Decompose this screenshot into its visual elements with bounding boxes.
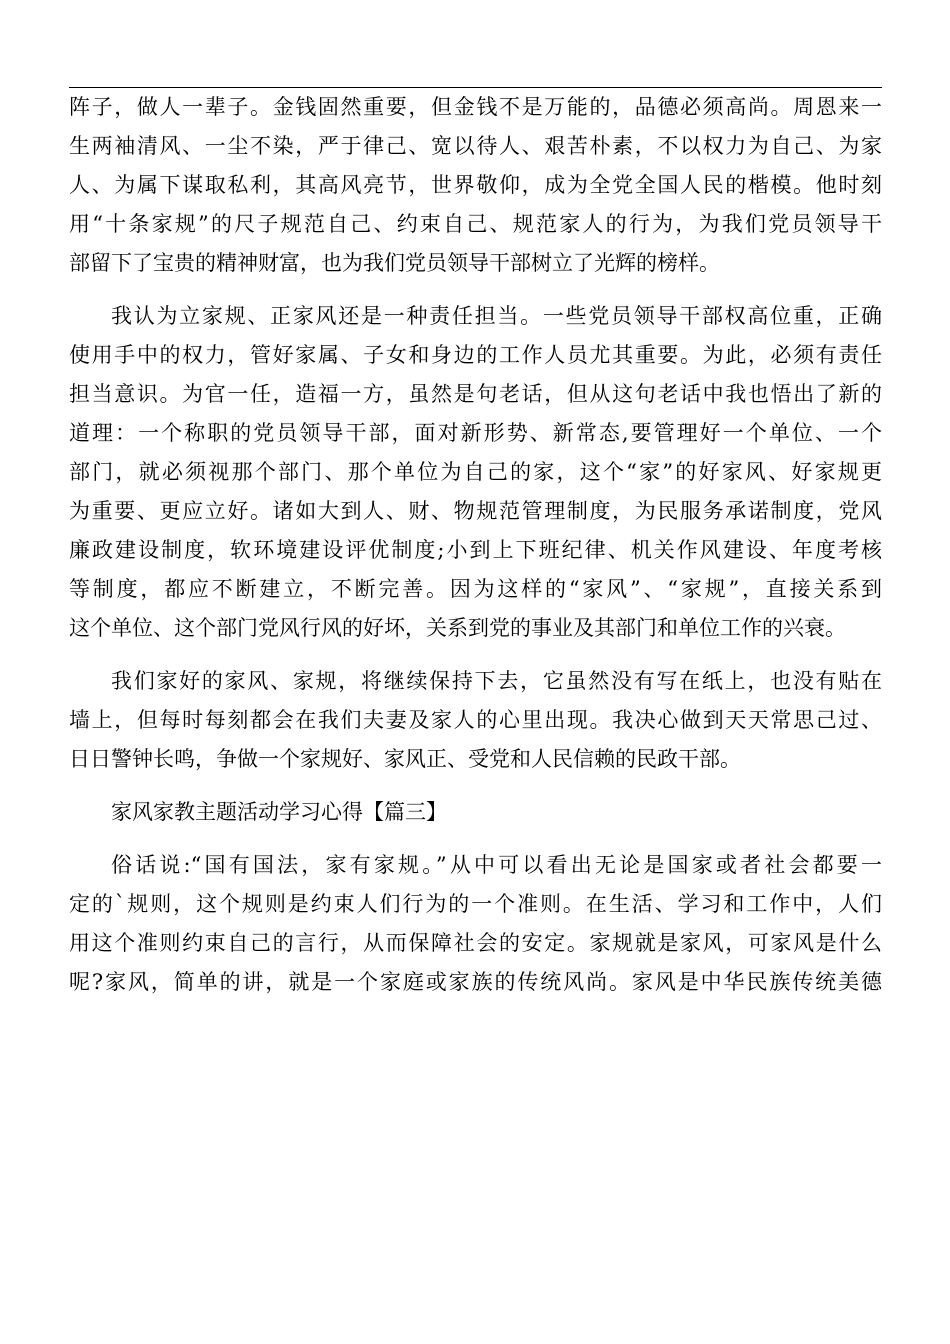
text-line: 我们家好的家风、家规，将继续保持下去，它虽然没有写在纸上，也没有贴在 [111, 669, 882, 693]
text-line: 道理：一个称职的党员领导干部，面对新形势、新常态,要管理好一个单位、一个 [69, 421, 882, 445]
text-line: 担当意识。为官一任，造福一方，虽然是句老话，但从这句老话中我也悟出了新的 [69, 382, 882, 406]
text-line: 人、为属下谋取私利，其高风亮节，世界敬仰，成为全党全国人民的楷模。他时刻 [69, 173, 882, 197]
text-line: 部门，就必须视那个部门、那个单位为自己的家，这个“家”的好家风、好家规更 [69, 460, 882, 484]
document-body [69, 88, 882, 1002]
text-line: 日日警钟长鸣，争做一个家规好、家风正、受党和人民信赖的民政干部。 [69, 747, 741, 771]
text-line: 定的`规则，这个规则是约束人们行为的一个准则。在生活、学习和工作中，人们 [69, 892, 882, 916]
paragraph-proverb [69, 846, 882, 1002]
text-line: 这个单位、这个部门党风行风的好坏，关系到党的事业及其部门和单位工作的兴衰。 [69, 616, 846, 640]
text-line: 用“十条家规”的尺子规范自己、约束自己、规范家人的行为，为我们党员领导干 [69, 212, 882, 236]
text-line: 生两袖清风、一尘不染，严于律己、宽以待人、艰苦朴素，不以权力为自己、为家 [69, 134, 882, 158]
text-line: 用这个准则约束自己的言行，从而保障社会的安定。家规就是家风，可家风是什么 [69, 931, 882, 955]
text-line: 俗话说:“国有国法，家有家规。”从中可以看出无论是国家或者社会都要一 [111, 853, 882, 877]
paragraph-responsibility [69, 297, 882, 648]
text-line: 呢?家风，简单的讲，就是一个家庭或家族的传统风尚。家风是中华民族传统美德 [69, 970, 882, 994]
text-line: 我认为立家规、正家风还是一种责任担当。一些党员领导干部权高位重，正确 [111, 304, 882, 328]
text-line: 为重要、更应立好。诸如大到人、财、物规范管理制度，为民服务承诺制度，党风 [69, 499, 882, 523]
section-heading: 家风家教主题活动学习心得【篇三】 [111, 800, 447, 824]
text-line: 部留下了宝贵的精神财富，也为我们党员领导干部树立了光辉的榜样。 [69, 251, 720, 275]
text-line: 阵子，做人一辈子。金钱固然重要，但金钱不是万能的，品德必须高尚。周恩来一 [69, 95, 882, 119]
text-line: 廉政建设制度，软环境建设评优制度;小到上下班纪律、机关作风建设、年度考核 [69, 538, 882, 562]
paragraph-continuation [69, 88, 882, 283]
text-line: 使用手中的权力，管好家属、子女和身边的工作人员尤其重要。为此，必须有责任 [69, 343, 882, 367]
text-line: 等制度，都应不断建立，不断完善。因为这样的“家风”、“家规”，直接关系到 [69, 577, 882, 601]
paragraph-family-tradition [69, 662, 882, 779]
text-line: 墙上，但每时每刻都会在我们夫妻及家人的心里出现。我决心做到天天常思己过、 [69, 708, 882, 732]
